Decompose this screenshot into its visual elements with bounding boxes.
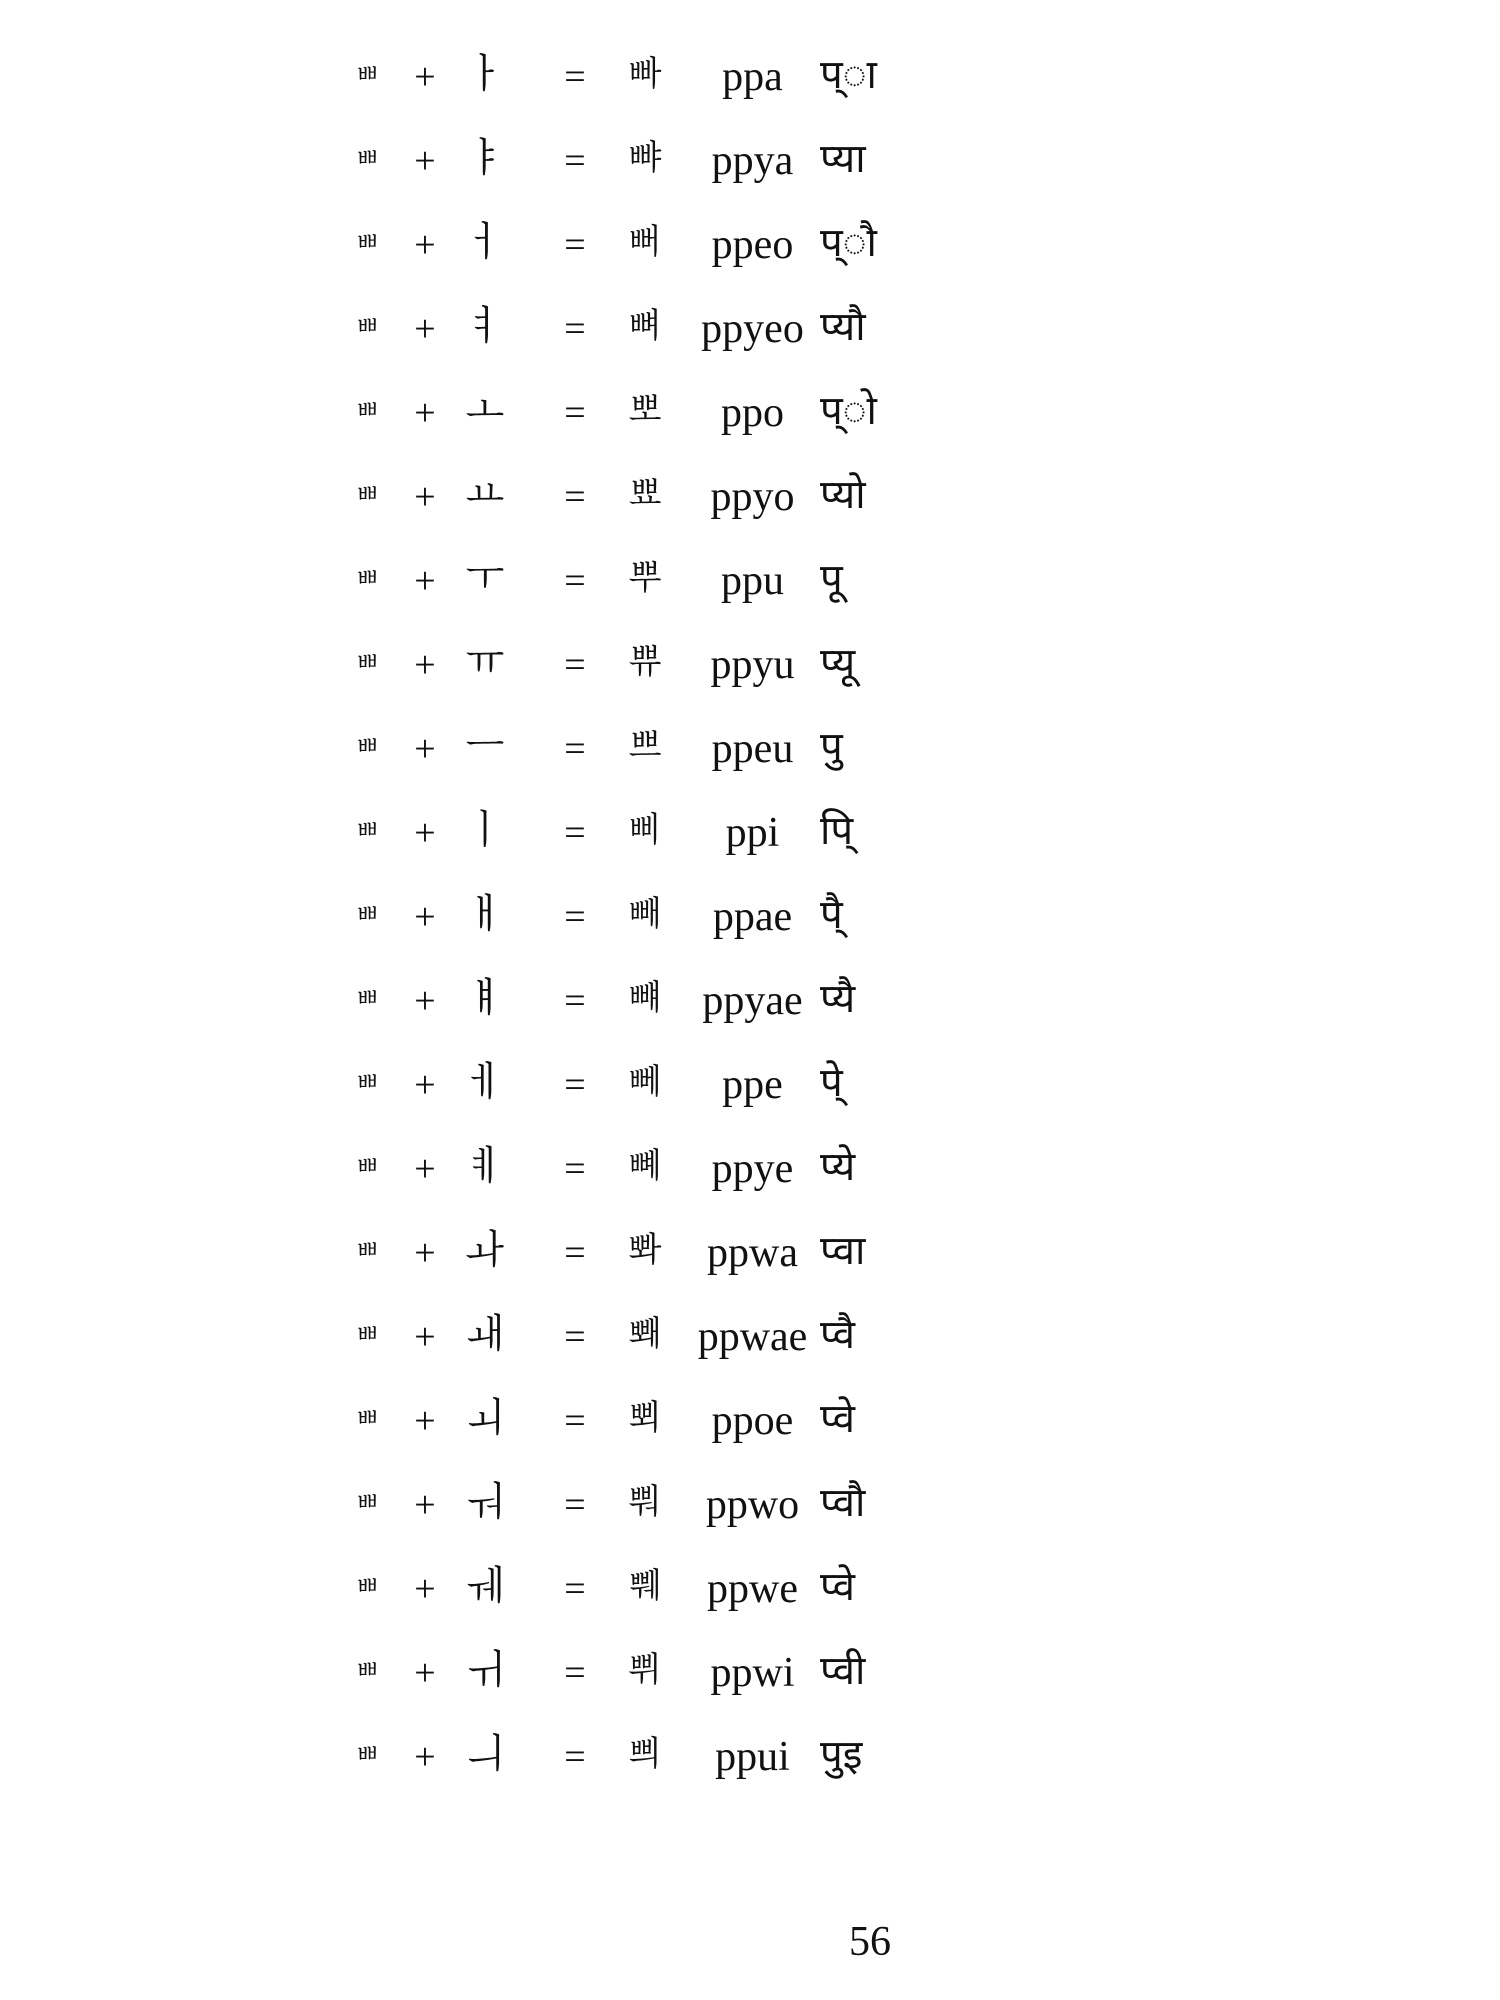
devanagari-transcription: पि् [820, 808, 854, 854]
equals-sign: = [564, 1316, 586, 1358]
equals-sign: = [564, 476, 586, 518]
equals-sign: = [564, 896, 586, 938]
plus-sign: + [414, 1148, 436, 1190]
equals-sign: = [564, 1148, 586, 1190]
plus-sign: + [414, 728, 436, 770]
syllable-row [0, 1295, 1500, 1379]
base-consonant: ㅃ [354, 1404, 381, 1434]
base-consonant: ㅃ [354, 1488, 381, 1518]
combined-syllable: 뼤 [628, 1146, 662, 1186]
romanization: ppwo [705, 1482, 800, 1528]
vowel-character: ㅡ [465, 723, 505, 769]
devanagari-transcription: पु [820, 724, 843, 770]
syllable-row [0, 35, 1500, 119]
devanagari-transcription: प्वे [820, 1564, 855, 1610]
vowel-character: ㅠ [465, 639, 505, 685]
syllable-row [0, 791, 1500, 875]
combined-syllable: 뺴 [628, 978, 662, 1018]
romanization: ppwi [710, 1650, 795, 1696]
romanization: ppyeo [701, 306, 804, 352]
plus-sign: + [414, 392, 436, 434]
vowel-character: ㅗ [465, 387, 505, 433]
equals-sign: = [564, 728, 586, 770]
combined-syllable: 뺘 [628, 138, 662, 178]
base-consonant: ㅃ [354, 732, 381, 762]
vowel-character: ㅝ [465, 1479, 505, 1525]
devanagari-transcription: प्यै [820, 976, 856, 1022]
syllable-row [0, 1379, 1500, 1463]
vowel-character: ㅖ [465, 1143, 505, 1189]
base-consonant: ㅃ [354, 1740, 381, 1770]
equals-sign: = [564, 644, 586, 686]
romanization: ppya [711, 138, 794, 184]
combined-syllable: 뻐 [628, 222, 662, 262]
base-consonant: ㅃ [354, 1152, 381, 1182]
plus-sign: + [414, 980, 436, 1022]
devanagari-transcription: पै् [820, 892, 843, 938]
combined-syllable: 뿌 [628, 558, 662, 598]
vowel-character: ㅜ [465, 555, 505, 601]
vowel-character: ㅛ [465, 471, 505, 517]
equals-sign: = [564, 1568, 586, 1610]
syllable-row [0, 707, 1500, 791]
combined-syllable: 삐 [628, 810, 662, 850]
vowel-character: ㅟ [465, 1647, 505, 1693]
combined-syllable: 뿨 [628, 1482, 662, 1522]
equals-sign: = [564, 224, 586, 266]
page-number: 56 [849, 1919, 891, 1965]
syllable-row [0, 1043, 1500, 1127]
syllable-row [0, 1631, 1500, 1715]
devanagari-transcription: पे् [820, 1060, 843, 1106]
devanagari-transcription: प्वौ [820, 1480, 866, 1526]
plus-sign: + [414, 1652, 436, 1694]
devanagari-transcription: प्ा [820, 52, 877, 98]
equals-sign: = [564, 1736, 586, 1778]
romanization: ppye [711, 1146, 794, 1192]
combined-syllable: 빼 [628, 894, 662, 934]
equals-sign: = [564, 1652, 586, 1694]
romanization: ppeo [711, 222, 794, 268]
devanagari-transcription: पू [820, 556, 843, 602]
plus-sign: + [414, 1316, 436, 1358]
base-consonant: ㅃ [354, 564, 381, 594]
romanization: ppu [721, 558, 784, 604]
vowel-character: ㅙ [465, 1311, 505, 1357]
syllable-row [0, 1127, 1500, 1211]
plus-sign: + [414, 224, 436, 266]
equals-sign: = [564, 308, 586, 350]
combined-syllable: 쁘 [628, 726, 662, 766]
plus-sign: + [414, 1400, 436, 1442]
syllable-row [0, 1211, 1500, 1295]
equals-sign: = [564, 812, 586, 854]
plus-sign: + [414, 1484, 436, 1526]
combined-syllable: 쀼 [628, 642, 662, 682]
combined-syllable: 뽸 [628, 1314, 662, 1354]
combined-syllable: 쁴 [628, 1734, 662, 1774]
base-consonant: ㅃ [354, 480, 381, 510]
vowel-character: ㅑ [465, 135, 505, 181]
romanization: ppyae [702, 978, 803, 1024]
base-consonant: ㅃ [354, 1236, 381, 1266]
syllable-row [0, 203, 1500, 287]
base-consonant: ㅃ [354, 984, 381, 1014]
romanization: ppeu [711, 726, 794, 772]
devanagari-transcription: प्यो [820, 472, 866, 518]
devanagari-transcription: प्वे [820, 1396, 855, 1442]
devanagari-transcription: प्वै [820, 1312, 855, 1358]
plus-sign: + [414, 812, 436, 854]
romanization: ppyu [710, 642, 795, 688]
vowel-character: ㅔ [465, 1059, 505, 1105]
base-consonant: ㅃ [354, 816, 381, 846]
devanagari-transcription: प्यौ [820, 304, 866, 350]
syllable-row [0, 287, 1500, 371]
combined-syllable: 뾰 [628, 474, 662, 514]
syllable-row [0, 371, 1500, 455]
devanagari-transcription: प्या [820, 136, 866, 182]
combined-syllable: 빠 [628, 54, 662, 94]
plus-sign: + [414, 560, 436, 602]
combined-syllable: 뽜 [628, 1230, 662, 1270]
combined-syllable: 뼈 [628, 306, 662, 346]
vowel-character: ㅐ [465, 891, 505, 937]
syllable-row [0, 1547, 1500, 1631]
plus-sign: + [414, 1064, 436, 1106]
romanization: ppwae [697, 1314, 808, 1360]
plus-sign: + [414, 1232, 436, 1274]
romanization: ppae [712, 894, 793, 940]
equals-sign: = [564, 1232, 586, 1274]
romanization: ppi [725, 810, 780, 856]
equals-sign: = [564, 392, 586, 434]
romanization: ppwa [707, 1230, 798, 1276]
vowel-character: ㅓ [465, 219, 505, 265]
romanization: ppo [721, 390, 784, 436]
syllable-row [0, 875, 1500, 959]
syllable-row [0, 119, 1500, 203]
vowel-character: ㅣ [465, 807, 505, 853]
base-consonant: ㅃ [354, 312, 381, 342]
combined-syllable: 쀠 [628, 1650, 662, 1690]
equals-sign: = [564, 56, 586, 98]
devanagari-transcription: प्ये [820, 1144, 856, 1190]
romanization: ppyo [710, 474, 795, 520]
equals-sign: = [564, 980, 586, 1022]
devanagari-transcription: प्वा [820, 1228, 866, 1274]
plus-sign: + [414, 896, 436, 938]
syllable-row [0, 455, 1500, 539]
syllable-row [0, 623, 1500, 707]
base-consonant: ㅃ [354, 60, 381, 90]
combined-syllable: 뾔 [628, 1398, 662, 1438]
base-consonant: ㅃ [354, 228, 381, 258]
devanagari-transcription: प्ौ [820, 220, 877, 266]
equals-sign: = [564, 1484, 586, 1526]
romanization: ppa [722, 54, 783, 100]
base-consonant: ㅃ [354, 1320, 381, 1350]
vowel-character: ㅞ [465, 1563, 505, 1609]
equals-sign: = [564, 560, 586, 602]
plus-sign: + [414, 1736, 436, 1778]
plus-sign: + [414, 476, 436, 518]
romanization: ppui [715, 1734, 790, 1780]
equals-sign: = [564, 1064, 586, 1106]
syllable-row [0, 539, 1500, 623]
base-consonant: ㅃ [354, 1656, 381, 1686]
vowel-character: ㅢ [465, 1731, 505, 1777]
plus-sign: + [414, 644, 436, 686]
devanagari-transcription: प्यू [820, 640, 856, 686]
syllable-row [0, 1715, 1500, 1799]
devanagari-transcription: पुइ [820, 1732, 863, 1778]
syllable-row [0, 959, 1500, 1043]
plus-sign: + [414, 56, 436, 98]
vowel-character: ㅚ [465, 1395, 505, 1441]
vowel-character: ㅏ [465, 51, 505, 97]
base-consonant: ㅃ [354, 648, 381, 678]
base-consonant: ㅃ [354, 396, 381, 426]
combined-syllable: 뽀 [628, 390, 662, 430]
base-consonant: ㅃ [354, 1572, 381, 1602]
plus-sign: + [414, 140, 436, 182]
plus-sign: + [414, 1568, 436, 1610]
vowel-character: ㅒ [465, 975, 505, 1021]
vowel-character: ㅕ [465, 303, 505, 349]
vowel-character: ㅘ [465, 1227, 505, 1273]
base-consonant: ㅃ [354, 1068, 381, 1098]
equals-sign: = [564, 1400, 586, 1442]
base-consonant: ㅃ [354, 144, 381, 174]
devanagari-transcription: प्वी [820, 1648, 866, 1694]
plus-sign: + [414, 308, 436, 350]
romanization: ppwe [707, 1566, 798, 1612]
devanagari-transcription: प्ो [820, 388, 877, 434]
base-consonant: ㅃ [354, 900, 381, 930]
romanization: ppe [722, 1062, 783, 1108]
syllable-row [0, 1463, 1500, 1547]
equals-sign: = [564, 140, 586, 182]
combined-syllable: 뻬 [628, 1062, 662, 1102]
combined-syllable: 쀄 [628, 1566, 662, 1606]
romanization: ppoe [711, 1398, 794, 1444]
